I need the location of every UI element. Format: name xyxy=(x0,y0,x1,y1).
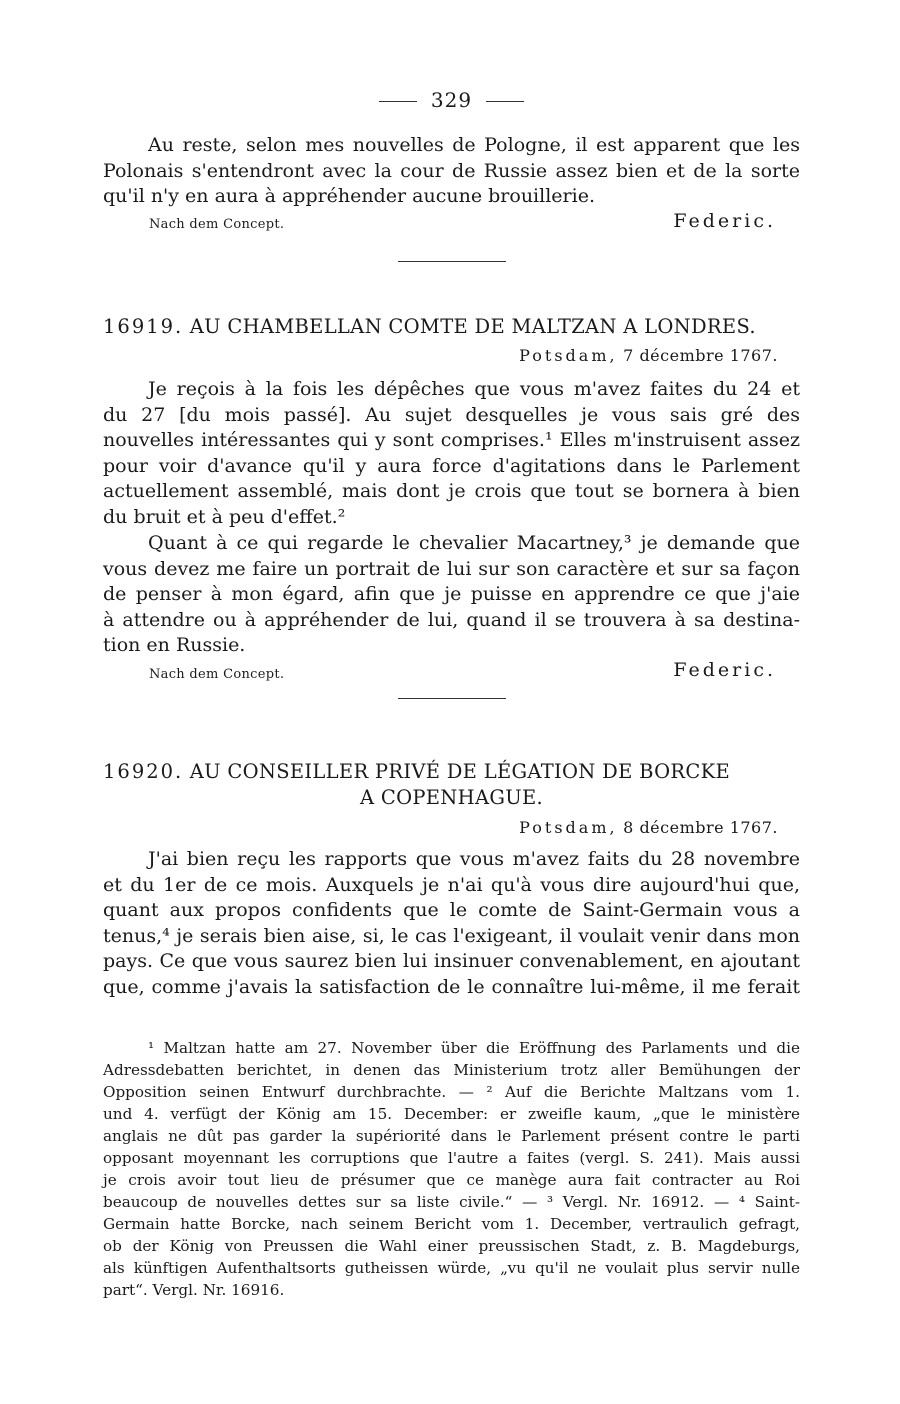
text-line: tenus,⁴ je serais bien aise, si, le cas l'exigeant, il voulait venir dans mon xyxy=(103,924,800,947)
source-note: Nach dem Concept. xyxy=(149,667,285,682)
footnote-line: und 4. verfügt der König am 15. December: er zweifle kaum, „que le ministère xyxy=(103,1105,800,1123)
footnote-line: beaucoup de nouvelles dettes sur sa liste civile.“ — ³ Vergl. Nr. 16912. — ⁴ Saint- xyxy=(103,1193,800,1211)
signature: Federic. xyxy=(673,659,776,681)
page-header xyxy=(103,88,800,112)
text-line: Je reçois à la fois les dépêches que vous m'avez faites du 24 et xyxy=(148,378,800,400)
text-line: que, comme j'avais la satisfaction de le connaître lui-même, il me ferait xyxy=(103,975,800,998)
letter-title: AU CHAMBELLAN COMTE DE MALTZAN A LONDRES. xyxy=(189,315,756,338)
text-line: Quant à ce qui regarde le chevalier Macartney,³ je demande que xyxy=(148,532,800,554)
text-line: et du 1er de ce mois. Auxquels je n'ai qu'à vous dire aujourd'hui que, xyxy=(103,873,800,896)
footnote-line: als künftigen Aufenthaltsorts gutheissen würde, „vu qu'il ne voulait plus servir nulle xyxy=(103,1259,800,1277)
letter-title: AU CONSEILLER PRIVÉ DE LÉGATION DE BORCKE xyxy=(189,760,731,783)
text-line: tion en Russie. xyxy=(103,634,246,656)
text-line: de penser à mon égard, afin que je puisse en apprendre ce que j'aie xyxy=(103,583,800,605)
text-line: qu'il n'y en aura à appréhender aucune brouillerie. xyxy=(103,185,595,207)
source-note: Nach dem Concept. xyxy=(149,217,285,232)
letter-date-text: 8 décembre 1767. xyxy=(623,818,778,837)
footnote-line: opposant moyennant les corruptions que l'autre a faites (vergl. S. 241). Mais aussi xyxy=(103,1149,800,1167)
header-dash-left xyxy=(379,101,417,102)
section-divider xyxy=(398,261,506,262)
letter-paragraph xyxy=(103,377,800,530)
letter-number: 16920. xyxy=(103,760,184,783)
footnote-line: Opposition seinen Entwurf durchbrachte. — ² Auf die Berichte Maltzans vom 1. xyxy=(103,1083,800,1101)
text-line: actuellement assemblé, mais dont je crois que tout se bornera à bien xyxy=(103,480,800,502)
header-dash-right xyxy=(486,101,524,102)
letter-title-continued: A COPENHAGUE. xyxy=(359,786,544,809)
footnote-line: anglais ne dût pas garder la supériorité dans le Parlement présent contre le parti xyxy=(103,1127,800,1145)
letter-place: Potsdam, xyxy=(519,346,618,365)
text-line: à attendre ou à appréhender de lui, quand il se trouvera à sa destina- xyxy=(103,608,800,631)
signature: Federic. xyxy=(673,210,776,232)
text-line: quant aux propos confidents que le comte de Saint-Germain vous a xyxy=(103,899,800,921)
text-line: du 27 [du mois passé]. Au sujet desquelles je vous sais gré des xyxy=(103,403,800,426)
text-line: Polonais s'entendront avec la cour de Russie assez bien et de la sorte xyxy=(103,159,800,182)
text-line: Au reste, selon mes nouvelles de Pologne, il est apparent que les xyxy=(148,134,800,156)
letter-number: 16919. xyxy=(103,315,184,338)
text-line: vous devez me faire un portrait de lui sur son caractère et sur sa façon xyxy=(103,557,800,580)
letter-heading xyxy=(103,760,800,783)
footnote-line: part“. Vergl. Nr. 16916. xyxy=(103,1281,285,1299)
page-number: 329 xyxy=(430,88,473,112)
letter-date xyxy=(519,346,778,365)
letter-date xyxy=(519,818,778,837)
section-divider xyxy=(398,698,506,699)
text-line: nouvelles intéressantes qui y sont comprises.¹ Elles m'instruisent assez xyxy=(103,429,800,451)
letter-heading xyxy=(103,315,800,338)
letter-date-text: 7 décembre 1767. xyxy=(623,346,778,365)
footnotes xyxy=(103,1037,800,1301)
letter-paragraph xyxy=(103,531,800,659)
intro-paragraph xyxy=(103,133,800,210)
footnote-line: je crois avoir tout lieu de présumer que ce manège aura fait contracter au Roi xyxy=(103,1171,800,1189)
footnote-line: ¹ Maltzan hatte am 27. November über die Eröffnung des Parlaments und die xyxy=(148,1039,800,1057)
footnote-line: ob der König von Preussen die Wahl einer preussischen Stadt, z. B. Magdeburgs, xyxy=(103,1237,800,1255)
text-line: J'ai bien reçu les rapports que vous m'avez faits du 28 novembre xyxy=(148,848,800,870)
text-line: pays. Ce que vous saurez bien lui insinuer convenablement, en ajoutant xyxy=(103,950,800,972)
text-line: du bruit et à peu d'effet.² xyxy=(103,505,346,528)
footnote-line: Germain hatte Borcke, nach seinem Bericht vom 1. December, vertraulich gefragt, xyxy=(103,1215,800,1233)
letter-place: Potsdam, xyxy=(519,818,618,837)
footnote-line: Adressdebatten berichtet, in denen das Ministerium trotz aller Bemühungen der xyxy=(103,1061,800,1079)
text-line: pour voir d'avance qu'il y aura force d'agitations dans le Parlement xyxy=(103,454,800,477)
letter-paragraph xyxy=(103,847,800,1000)
